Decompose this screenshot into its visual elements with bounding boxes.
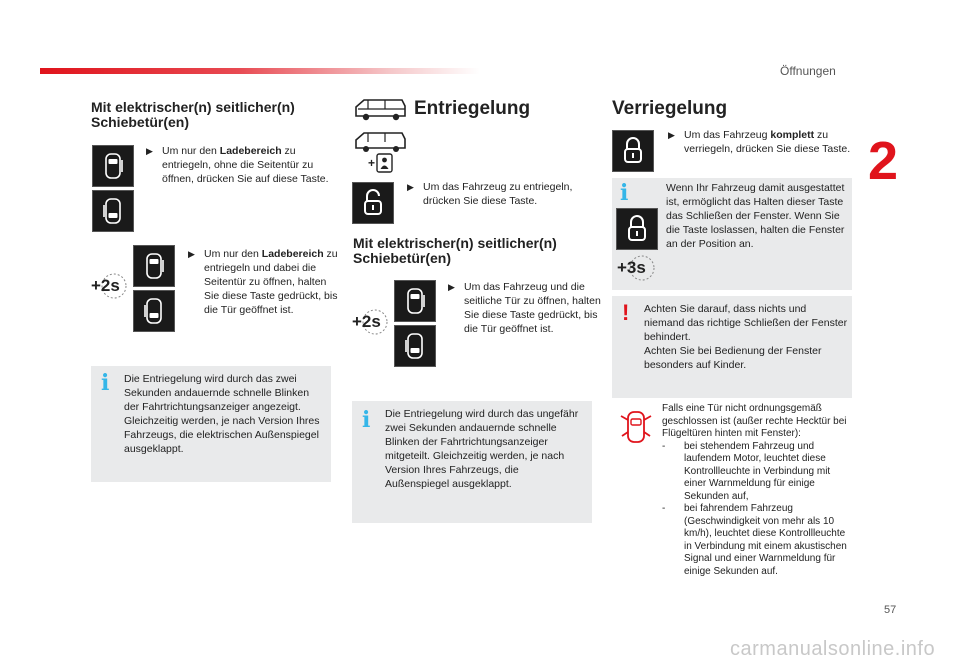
right-bullet-1: ▶ Um das Fahrzeug komplett zu verriegeln, drücken Sie diese Taste. <box>668 129 851 155</box>
lock-button <box>612 130 654 172</box>
van-side-door-icon <box>93 191 133 231</box>
door-warning-text: Falls eine Tür nicht ordnungsgemäß geschlossen ist (außer rechte Hecktür bei Flügeltüren hinten mit Fenster): - bei stehendem Fahrzeug und laufendem Motor, leuchtet diese Kontrollleuchte in Verbindung mit einer Warnmeldung für einige Sekunden auf, - bei fahrendem Fahrzeug (Geschwindigkeit von mehr als 10 km/h), leuchtet diese Kontrollleuchte in Verbindung mit einem akustischen Signal und einer Warnmeldung für einige Sekunden auf. <box>662 403 854 578</box>
van-icon <box>352 96 408 122</box>
verriegelung-title: Verriegelung <box>612 98 728 119</box>
svg-text:+: + <box>368 156 376 170</box>
side-door-button <box>92 190 134 232</box>
left-bullet-1: ▶ Um nur den Ladebereich zu entriegeln, ohne die Seitentür zu öffnen, drücken Sie auf diese Taste. <box>146 145 329 185</box>
van-side-door-icon <box>395 281 435 321</box>
right-warning-box: ! Achten Sie darauf, dass nichts und niemand das richtige Schließen der Fenster behindert. Achten Sie bei Bedienung der Fenster besonders auf Kinder. <box>612 296 852 398</box>
timer-2s-icon: +2s <box>351 308 389 336</box>
van-side-door-icon <box>93 146 133 186</box>
entriegelung-title: Entriegelung <box>414 98 531 119</box>
van-side-door-icon <box>134 246 174 286</box>
section-title: Öffnungen <box>780 64 836 78</box>
list-item: - bei fahrendem Fahrzeug (Geschwindigkeit von mehr als 10 km/h), leuchtet diese Kontrollleuchte in Verbindung mit einem akustischen Signal und einer Warnmeldung für einige Sekunden auf. <box>662 503 847 577</box>
left-bullet-2: ▶ Um nur den Ladebereich zu entriegeln und dabei die Seitentür zu öffnen, halten Sie diese Taste gedrückt, bis die Tür geöffnet ist. <box>188 248 338 316</box>
watermark: carmanualsonline.info <box>730 638 936 660</box>
cargo-unlock-button <box>92 145 134 187</box>
middle-subtitle: Mit elektrischer(n) seitlicher(n) Schiebetür(en) <box>353 235 557 266</box>
left-title: Mit elektrischer(n) seitlicher(n) Schiebetür(en) <box>91 99 295 130</box>
cargo-unlock-hold-button <box>133 245 175 287</box>
side-door-unlock-button <box>394 280 436 322</box>
plus-person-icon <box>368 152 394 174</box>
warning-icon: ! <box>622 300 630 325</box>
list-item: - bei stehendem Fahrzeug und laufendem Motor, leuchtet diese Kontrollleuchte in Verbindung mit einer Warnmeldung für einige Sekunden auf, <box>662 440 831 502</box>
middle-bullet-2: ▶ Um das Fahrzeug und die seitliche Tür zu öffnen, halten Sie diese Taste gedrückt, bis die Tür geöffnet ist. <box>448 281 601 335</box>
middle-info-box: i Die Entriegelung wird durch das ungefähr zwei Sekunden andauernde schnelle Blinken der Fahrtrichtungsanzeiger mitgeteilt. Gleichzeitig werden, je nach Version Ihres Fahrzeugs, die Außenspiegel ausgeklappt. <box>352 401 592 523</box>
van-side-door-icon <box>395 326 435 366</box>
unlock-padlock-icon <box>353 183 393 223</box>
header-accent-bar <box>40 68 480 74</box>
middle-bullet-1: ▶ Um das Fahrzeug zu entriegeln, drücken Sie diese Taste. <box>407 181 573 207</box>
right-info-box: i +3s Wenn Ihr Fahrzeug damit ausgestattet ist, ermöglicht das Halten dieser Taste das Schließen der Fenster. Wenn Sie die Taste loslassen, halten die Fenster an der Position an. <box>612 178 852 290</box>
side-door-open-button <box>394 325 436 367</box>
info-icon: i <box>101 370 110 396</box>
bullet-icon: ▶ <box>448 282 455 292</box>
lock-button-small <box>616 208 658 250</box>
unlock-button <box>352 182 394 224</box>
bullet-icon: ▶ <box>188 249 195 259</box>
lock-padlock-icon <box>617 209 657 249</box>
info-icon: i <box>362 407 371 433</box>
van-side-door-icon <box>134 291 174 331</box>
timer-3s-icon: +3s <box>614 254 658 282</box>
bullet-icon: ▶ <box>146 146 153 156</box>
van-icon <box>352 130 408 154</box>
timer-2s-icon: +2s <box>90 272 128 300</box>
info-icon: i <box>620 180 629 206</box>
bullet-icon: ▶ <box>407 182 414 192</box>
side-door-hold-button <box>133 290 175 332</box>
lock-padlock-icon <box>613 131 653 171</box>
bullet-icon: ▶ <box>668 130 675 140</box>
left-info-box: i Die Entriegelung wird durch das zwei Sekunden andauernde schnelle Blinken der Fahrtrichtungsanzeiger angezeigt. Gleichzeitig werden, je nach Version Ihres Fahrzeugs, die elektrischen Außenspiegel ausgeklappt. <box>91 366 331 482</box>
chapter-number: 2 <box>868 131 899 191</box>
door-open-warning-icon <box>618 408 654 446</box>
page-number: 57 <box>884 604 897 616</box>
